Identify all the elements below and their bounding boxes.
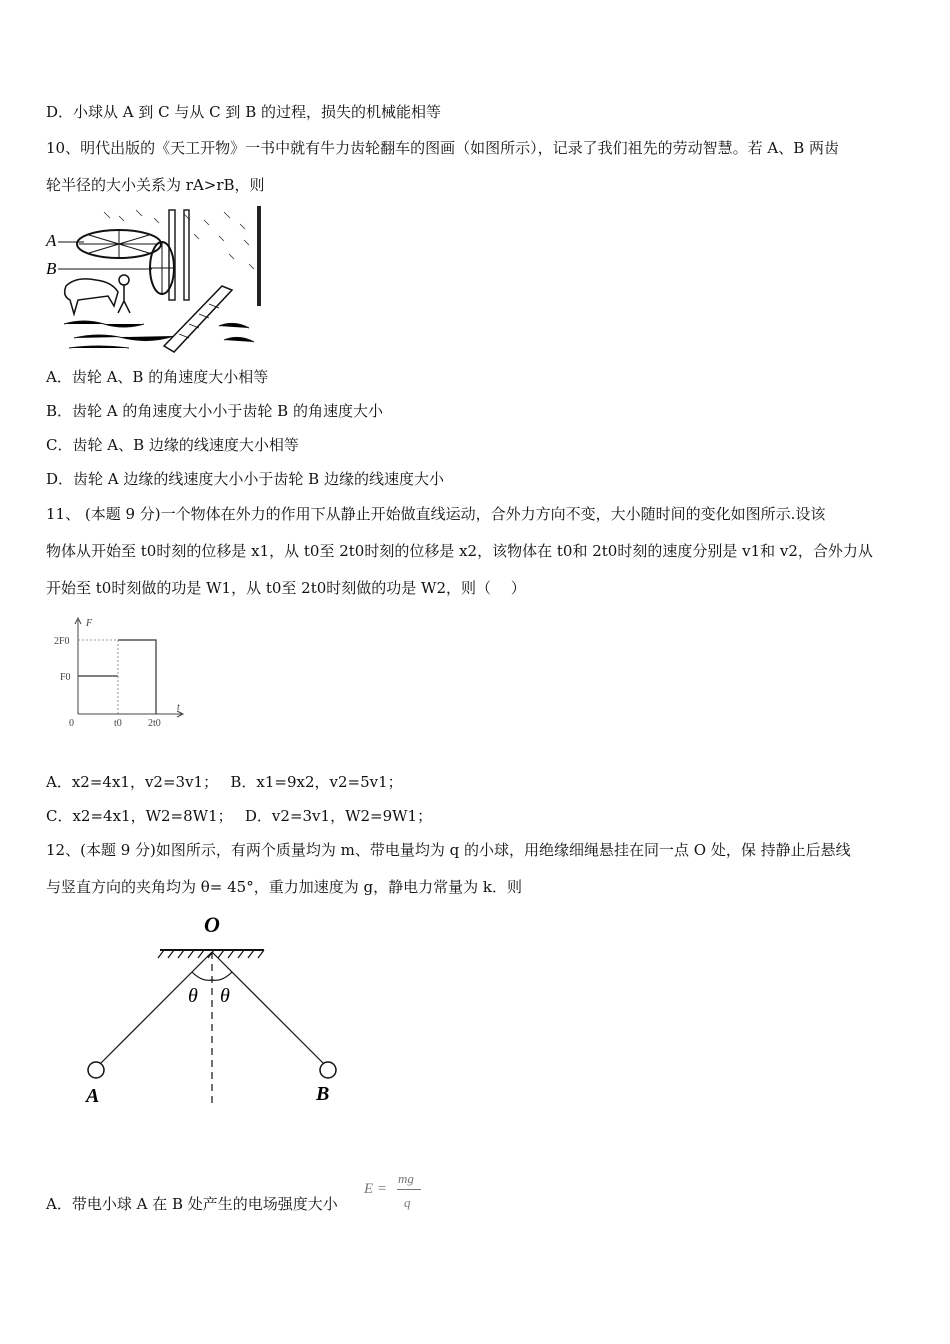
electric-field-formula	[362, 1170, 426, 1220]
graph-x-axis-label: t	[177, 702, 180, 713]
angle-label-left: θ	[188, 985, 198, 1007]
graph-y-tick-2f0: 2F0	[54, 636, 70, 647]
q11-options-ab: A．x2=4x1，v2=3v1； B．x1=9x2，v2=5v1；	[46, 773, 403, 791]
gear-waterwheel-illustration	[44, 206, 266, 360]
q10-option-a: A．齿轮 A、B 的角速度大小相等	[46, 368, 269, 386]
q11-stem-line1: 11、 (本题 9 分)一个物体在外力的作用下从静止开始做直线运动，合外力方向不变，大小随时间的变化如图所示.设该	[46, 505, 826, 523]
graph-x-tick-0: 0	[69, 718, 74, 729]
graph-y-tick-f0: F0	[60, 672, 71, 683]
pivot-label-o: O	[204, 912, 220, 937]
ball-b	[320, 1062, 336, 1078]
q10-option-d: D．齿轮 A 边缘的线速度大小小于齿轮 B 边缘的线速度大小	[46, 470, 444, 488]
graph-x-tick-2t0: 2t0	[148, 718, 161, 729]
q10-stem-line2: 轮半径的大小关系为 rA>rB，则	[46, 176, 265, 194]
q12-stem-line2: 与竖直方向的夹角均为 θ= 45°，重力加速度为 g，静电力常量为 k．则	[46, 878, 522, 896]
formula-lhs: E =	[364, 1181, 388, 1197]
formula-numerator: mg	[398, 1171, 414, 1186]
force-time-graph	[50, 614, 190, 734]
q10-option-c: C．齿轮 A、B 边缘的线速度大小相等	[46, 436, 299, 454]
formula-denominator: q	[404, 1195, 411, 1210]
q10-stem-line1: 10、明代出版的《天工开物》一书中就有牛力齿轮翻车的图画（如图所示），记录了我们祖先的劳动智慧。若 A、B 两齿	[46, 139, 839, 157]
ball-label-a: A	[86, 1085, 100, 1107]
q11-stem-line2: 物体从开始至 t0时刻的位移是 x1，从 t0至 2t0时刻的位移是 x2，该物体在 t0和 2t0时刻的速度分别是 v1和 v2，合外力从	[46, 542, 873, 560]
gear-label-b: B	[46, 259, 57, 278]
formula-fraction-bar	[397, 1189, 421, 1190]
graph-y-axis-label: F	[86, 618, 93, 629]
ball-a	[88, 1062, 104, 1078]
q10-option-b: B．齿轮 A 的角速度大小小于齿轮 B 的角速度大小	[46, 402, 383, 420]
gear-label-a: A	[46, 231, 57, 250]
angle-label-right: θ	[220, 985, 230, 1007]
ball-label-b: B	[316, 1083, 330, 1105]
pendulum-figure	[78, 908, 348, 1112]
q11-options-cd: C．x2=4x1，W2=8W1； D．v2=3v1，W2=9W1；	[46, 807, 433, 825]
graph-x-tick-t0: t0	[114, 718, 122, 729]
q9-option-d: D．小球从 A 到 C 与从 C 到 B 的过程，损失的机械能相等	[46, 103, 441, 121]
q12-option-a: A．带电小球 A 在 B 处产生的电场强度大小	[46, 1195, 338, 1213]
q12-stem-line1: 12、(本题 9 分)如图所示，有两个质量均为 m、带电量均为 q 的小球，用绝缘细绳悬挂在同一点 O 处，保 持静止后悬线	[46, 841, 851, 859]
q11-stem-line3: 开始至 t0时刻做的功是 W1，从 t0至 2t0时刻做的功是 W2，则（ ）	[46, 579, 526, 597]
